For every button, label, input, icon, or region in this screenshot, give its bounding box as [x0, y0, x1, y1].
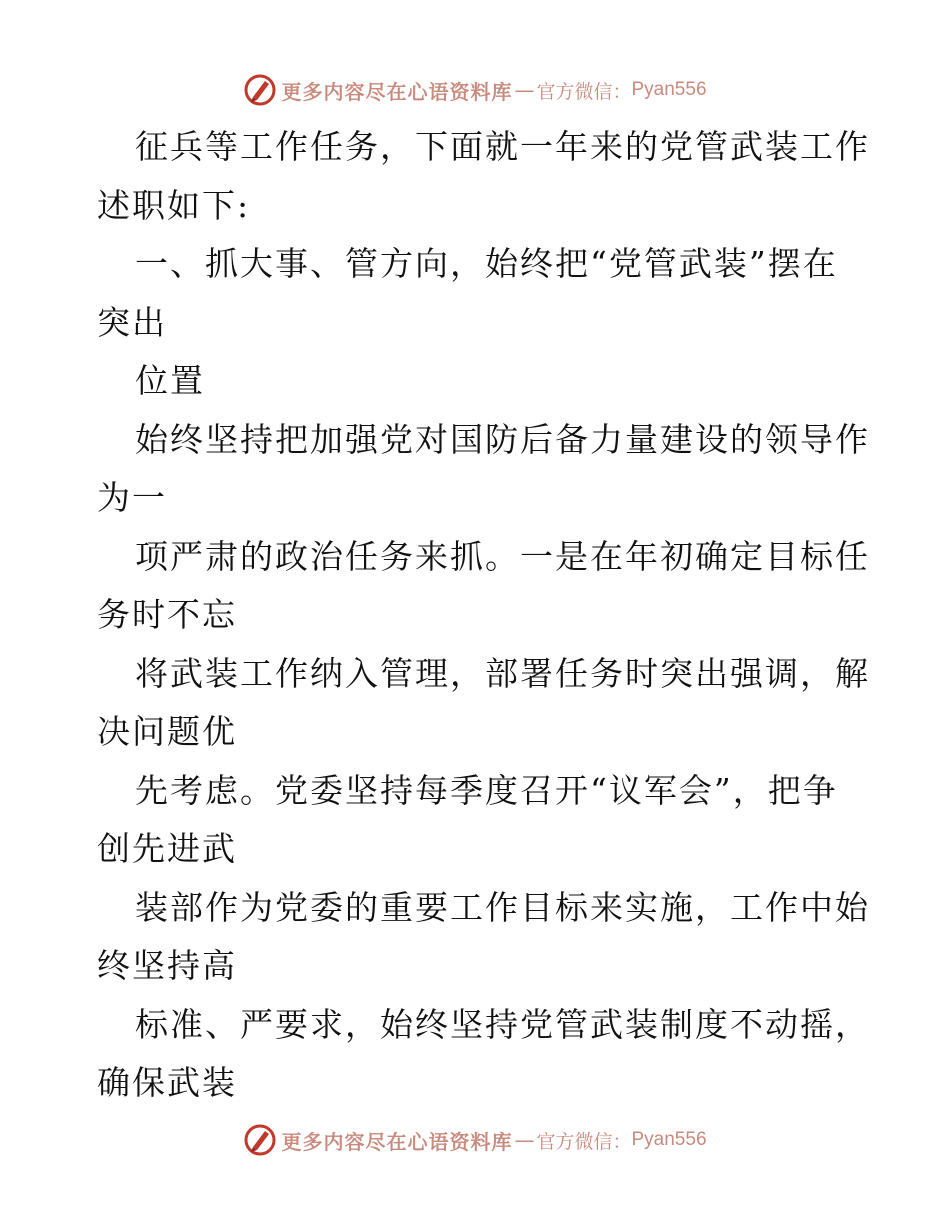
text-line: 确保武装	[97, 1063, 237, 1102]
watermark-label: 官方微信：	[536, 80, 632, 103]
text-line: 一、抓大事、管方向，始终把“党管武装”摆在	[135, 244, 838, 283]
text-line: 突出	[97, 302, 167, 342]
text-line: 决问题优	[97, 712, 237, 751]
watermark-wechat-id: Pyan556	[631, 1129, 707, 1150]
pen-logo-icon	[243, 1123, 277, 1157]
footer-watermark	[0, 1120, 950, 1160]
watermark-wechat-id: Pyan556	[631, 79, 707, 100]
text-line: 创先进武	[97, 829, 237, 868]
text-line: 始终坚持把加强党对国防后备力量建设的领导作	[135, 419, 870, 459]
header-watermark	[0, 70, 950, 110]
text-line: 为一	[97, 478, 167, 517]
text-line: 终坚持高	[97, 946, 237, 985]
text-line: 装部作为党委的重要工作目标来实施，工作中始	[135, 887, 870, 927]
watermark-title: 更多内容尽在心语资料库	[281, 1129, 513, 1154]
watermark-separator: —	[514, 1128, 535, 1152]
pen-logo-icon	[243, 73, 277, 107]
watermark-label: 官方微信：	[536, 1130, 632, 1153]
text-line: 位置	[135, 361, 205, 400]
text-line: 项严肃的政治任务来抓。一是在年初确定目标任	[135, 536, 870, 576]
text-line: 将武装工作纳入管理，部署任务时突出强调，解	[135, 653, 870, 693]
text-line: 征兵等工作任务，下面就一年来的党管武装工作	[135, 127, 870, 166]
watermark-separator: —	[514, 78, 535, 102]
text-line: 述职如下:	[97, 185, 251, 225]
document-body	[97, 118, 870, 1113]
text-line: 标准、严要求，始终坚持党管武装制度不动摇，	[135, 1004, 870, 1044]
text-line: 务时不忘	[97, 595, 237, 634]
text-line: 先考虑。党委坚持每季度召开“议军会”，把争	[135, 770, 838, 810]
watermark-title: 更多内容尽在心语资料库	[281, 79, 513, 104]
